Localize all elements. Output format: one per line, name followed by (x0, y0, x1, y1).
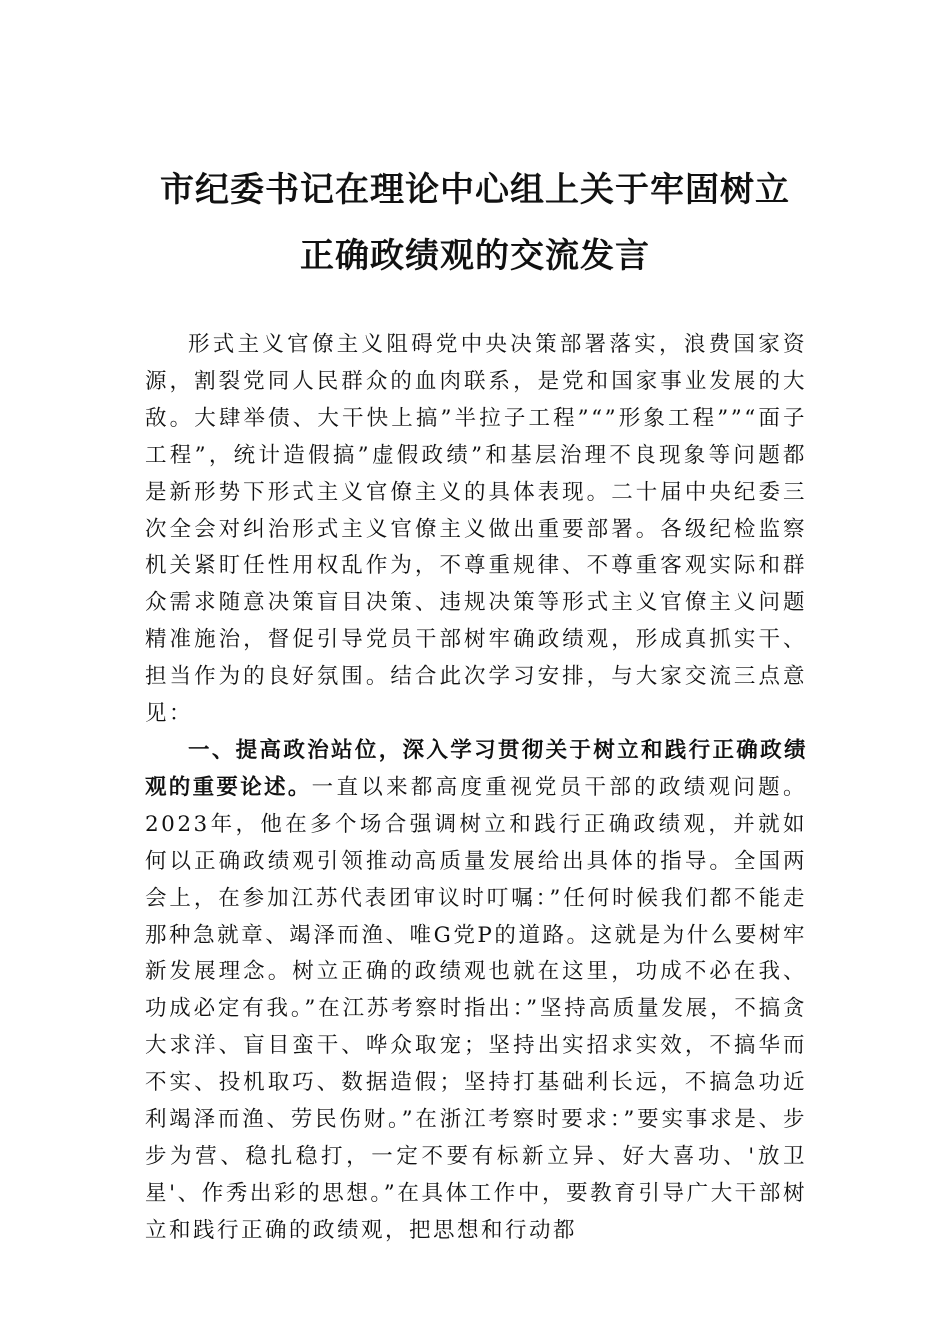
document-body (145, 327, 807, 1250)
section-1-text: 一直以来都高度重视党员干部的政绩观问题。2023年，他在多个场合强调树立和践行正确政绩观，并就如何以正确政绩观引领推动高质量发展给出具体的指导。全国两会上，在参加江苏代表团审议时叮嘱：”任何时候我们都不能走那种急就章、竭泽而渔、唯G党P的道路。这就是为什么要树牢新发展理念。树立正确的政绩观也就在这里，功成不必在我、功成必定有我。”在江苏考察时指出：”坚持高质量发展，不搞贪大求洋、盲目蛮干、哗众取宠；坚持出实招求实效，不搞华而不实、投机取巧、数据造假；坚持打基础利长远，不搞急功近利竭泽而渔、劳民伤财。”在浙江考察时要求：”要实事求是、步步为营、稳扎稳打，一定不要有标新立异、好大喜功、'放卫星'、作秀出彩的思想。”在具体工作中，要教育引导广大干部树立和践行正确的政绩观，把思想和行动都 (145, 774, 807, 1243)
intro-paragraph: 形式主义官僚主义阻碍党中央决策部署落实，浪费国家资源，割裂党同人民群众的血肉联系，是党和国家事业发展的大敌。大肆举债、大干快上搞”半拉子工程”“”形象工程””“面子工程”，统计造假搞”虚假政绩”和基层治理不良现象等问题都是新形势下形式主义官僚主义的具体表现。二十届中央纪委三次全会对纠治形式主义官僚主义做出重要部署。各级纪检监察机关紧盯任性用权乱作为，不尊重规律、不尊重客观实际和群众需求随意决策盲目决策、违规决策等形式主义官僚主义问题精准施治，督促引导党员干部树牢确政绩观，形成真抓实干、担当作为的良好氛围。结合此次学习安排，与大家交流三点意见： (145, 332, 807, 727)
document-title-line-2: 正确政绩观的交流发言 (300, 236, 650, 276)
document-title-line-1: 市纪委书记在理论中心组上关于牢固树立 (160, 170, 790, 210)
section-1-paragraph (145, 733, 807, 1250)
section-1-heading: 一、提高政治站位，深入学习贯彻关于树立和践行正确政绩观的重要论述。 (145, 737, 807, 800)
